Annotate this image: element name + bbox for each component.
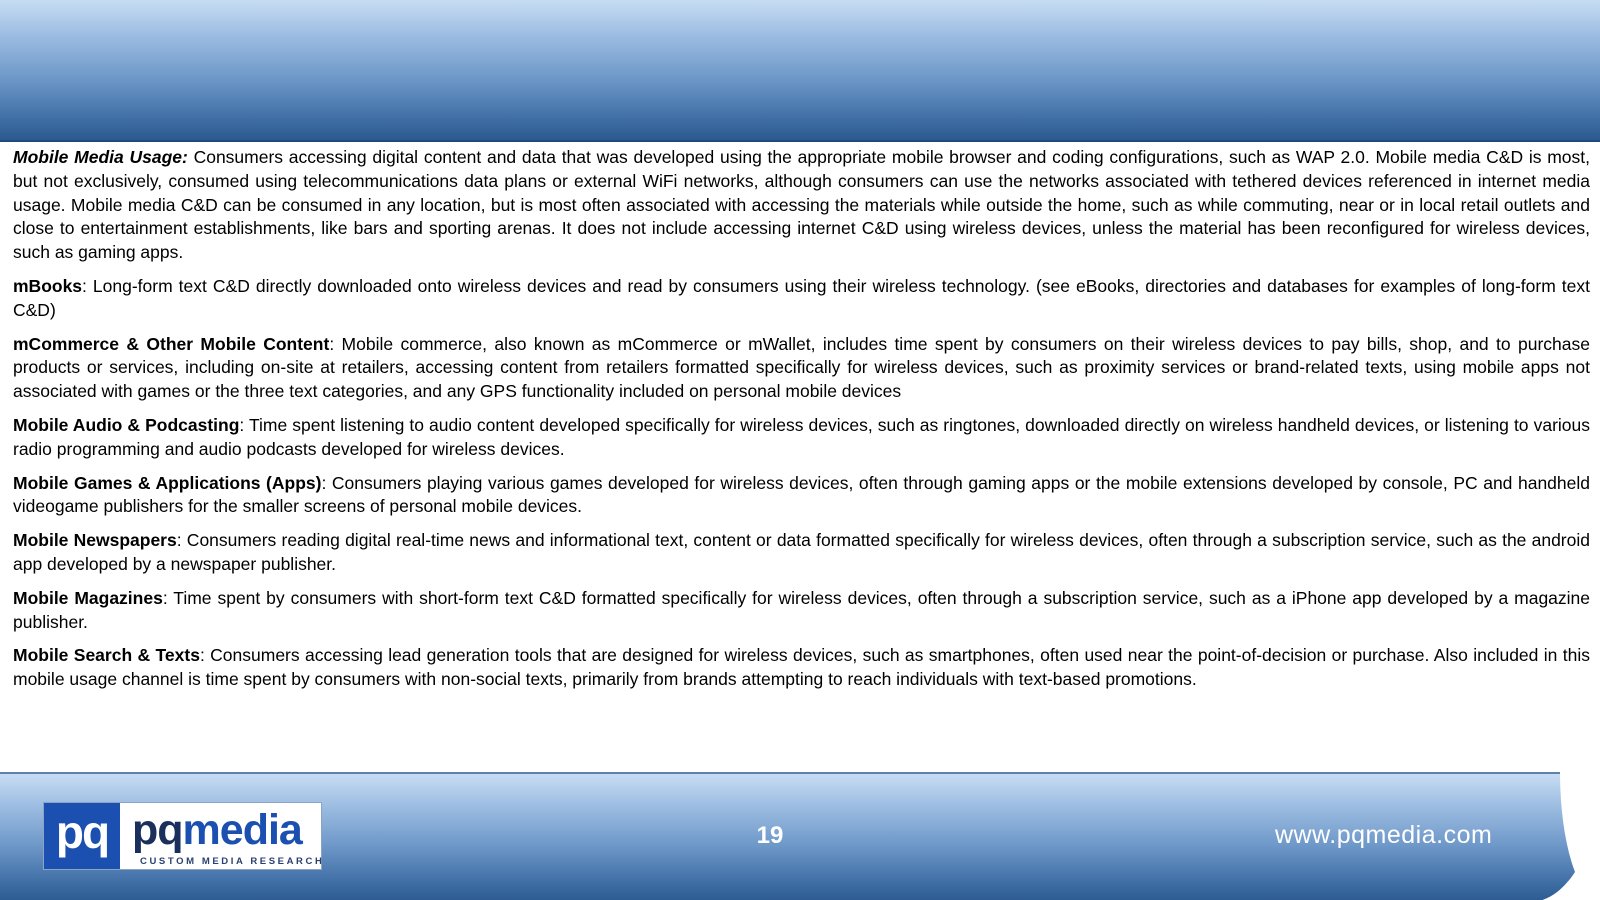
definition-text: : Long-form text C&D directly downloaded onto wireless devices and read by consumers using their wireless technology. (see eBooks, directories and databases for examples of long-form text C&D) bbox=[13, 275, 1590, 320]
definition-text: : Consumers playing various games developed for wireless devices, often through gaming apps or the mobile extensions developed by console, PC and handheld videogame publishers for the smaller screens of personal mobile devices. bbox=[13, 472, 1590, 517]
definition-term: mCommerce & Other Mobile Content bbox=[13, 333, 330, 354]
pqmedia-logo bbox=[43, 802, 325, 870]
definition-text: : Consumers reading digital real-time news and informational text, content or data formatted specifically for wireless devices, often through a subscription service, such as the android app developed by a newspaper publisher. bbox=[13, 530, 1590, 574]
definition-mcommerce bbox=[13, 333, 1590, 404]
definition-term: Mobile Newspapers bbox=[13, 530, 177, 551]
definition-text: : Time spent listening to audio content developed specifically for wireless devices, such as ringtones, downloaded directly on wireless handheld devices, or listening to various radio programming and audio podcasts developed for wireless devices. bbox=[13, 414, 1590, 459]
definition-mobile-newspapers bbox=[13, 529, 1590, 577]
definition-term: Mobile Media Usage: bbox=[13, 147, 188, 167]
definition-term: mBooks bbox=[13, 275, 83, 296]
definition-mobile-audio bbox=[13, 414, 1590, 462]
logo-tagline: CUSTOM MEDIA RESEARCH bbox=[140, 856, 325, 867]
definition-term: Mobile Search & Texts bbox=[13, 645, 200, 666]
page-number: 19 bbox=[756, 822, 784, 849]
definition-mobile-media-usage bbox=[13, 146, 1590, 265]
definitions-list bbox=[13, 146, 1590, 702]
footer-url: www.pqmedia.com bbox=[1275, 821, 1493, 849]
definition-term: Mobile Magazines bbox=[13, 587, 163, 608]
logo-word-media: media bbox=[182, 806, 302, 854]
definition-mbooks bbox=[13, 275, 1590, 323]
definition-text: : Consumers accessing lead generation tools that are designed for wireless devices, such as smartphones, often used near the point-of-decision or purchase. Also included in this mobile usage channel is time spent by consumers with non-social texts, primarily from brands attempting to reach individuals with text-based promotions. bbox=[13, 645, 1590, 690]
definition-text: Consumers accessing digital content and data that was developed using the appropriate mobile browser and coding configurations, such as WAP 2.0. Mobile media C&D is most, but not exclusively, consumed using telecommunications data plans or external WiFi networks, although consumers can use the networks associated with tethered devices referenced in internet media usage. Mobile media C&D can be consumed in any location, but is most often associated with accessing the materials while outside the home, such as while commuting, near or in local retail outlets and close to entertainment establishments, like bars and sporting arenas. It does not include accessing internet C&D using wireless devices, unless the material has been reconfigured for wireless devices, such as gaming apps. bbox=[13, 147, 1590, 263]
definition-text: : Mobile commerce, also known as mCommerce or mWallet, includes time spent by consumers on their wireless devices to pay bills, shop, and to purchase products or services, including on-site at retailers, accessing content from retailers formatted specifically for wireless devices, such as proximity services or brand-related texts, using mobile apps not associated with games or the three text categories, and any GPS functionality included on personal mobile devices bbox=[13, 333, 1590, 402]
definition-term: Mobile Audio & Podcasting bbox=[13, 414, 240, 435]
definition-term: Mobile Games & Applications (Apps) bbox=[13, 472, 322, 493]
definition-mobile-games bbox=[13, 472, 1590, 520]
logo-wordmark bbox=[132, 805, 302, 855]
logo-box: pq bbox=[44, 803, 120, 869]
definition-mobile-magazines bbox=[13, 587, 1590, 635]
definition-text: : Time spent by consumers with short-form text C&D formatted specifically for wireless devices, often through a subscription service, such as a iPhone app developed by a magazine publisher. bbox=[13, 587, 1591, 632]
definition-mobile-search bbox=[13, 644, 1590, 692]
logo-word-pq: pq bbox=[132, 806, 183, 854]
header-band bbox=[0, 0, 1600, 142]
